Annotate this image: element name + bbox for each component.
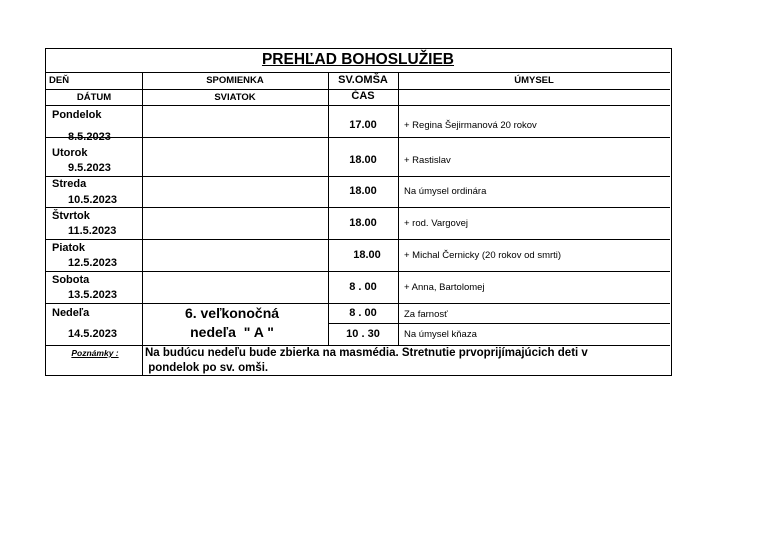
row-time: 18.00 [349,217,377,229]
notes-text-line1: Na budúcu nedeľu bude zbierka na masmédia. Stretnutie prvoprijímajúcich deti v [145,347,588,359]
sunday-mass-intention: Za farnosť [404,309,448,320]
column-divider [328,72,329,345]
row-date: 12.5.2023 [68,257,117,269]
row-day: Utorok [52,147,88,159]
row-intention: + Michal Černicky (20 rokov od smrti) [404,250,562,261]
divider [46,137,670,138]
row-time: 18.00 [353,249,381,261]
header-day: DEŇ [49,75,70,86]
row-date: 13.5.2023 [68,289,117,301]
column-divider [398,72,399,345]
divider [46,303,670,304]
divider [46,105,670,106]
header-mass: SV.OMŠA [338,74,388,86]
sunday-feast-line2: nedeľa " A " [190,324,274,340]
row-intention: + Regina Šejirmanová 20 rokov [404,120,537,131]
divider [46,271,670,272]
divider [46,72,670,73]
row-time: 18.00 [349,154,377,166]
row-date: 8.5.2023 [68,131,111,143]
notes-text-line2: pondelok po sv. omši. [145,362,269,374]
header-date: DÁTUM [76,92,112,103]
row-day: Piatok [52,242,86,254]
row-intention: + Rastislav [404,155,451,166]
row-date: 11.5.2023 [68,225,117,237]
sunday-day: Nedeľa [52,307,90,319]
notes-label: Poznámky : [71,348,119,358]
sunday-feast-line1: 6. veľkonočná [184,305,280,321]
divider [328,323,670,324]
row-time: 17.00 [349,119,377,131]
row-date: 9.5.2023 [68,162,111,174]
row-time: 8 . 00 [349,281,377,293]
row-day: Štvrtok [52,210,90,222]
row-day: Streda [52,178,87,190]
row-time: 18.00 [349,185,377,197]
row-intention: + Anna, Bartolomej [404,282,485,293]
column-divider [142,72,143,375]
divider [46,207,670,208]
sunday-mass-intention: Na úmysel kňaza [404,329,477,340]
header-intention: ÚMYSEL [514,75,554,86]
header-time: ČAS [351,90,375,102]
row-date: 10.5.2023 [68,194,117,206]
row-intention: Na úmysel ordinára [404,186,487,197]
row-day: Pondelok [52,109,102,121]
row-intention: + rod. Vargovej [404,218,468,229]
header-feast: SVIATOK [214,92,256,103]
schedule-table [45,48,672,376]
divider [46,176,670,177]
divider [46,239,670,240]
sunday-mass-time: 10 . 30 [346,328,380,340]
page-title: PREHĽAD BOHOSLUŽIEB [261,51,455,68]
row-day: Sobota [52,274,90,286]
header-memorial: SPOMIENKA [206,75,264,86]
sunday-mass-time: 8 . 00 [349,307,377,319]
sunday-date: 14.5.2023 [68,328,117,340]
